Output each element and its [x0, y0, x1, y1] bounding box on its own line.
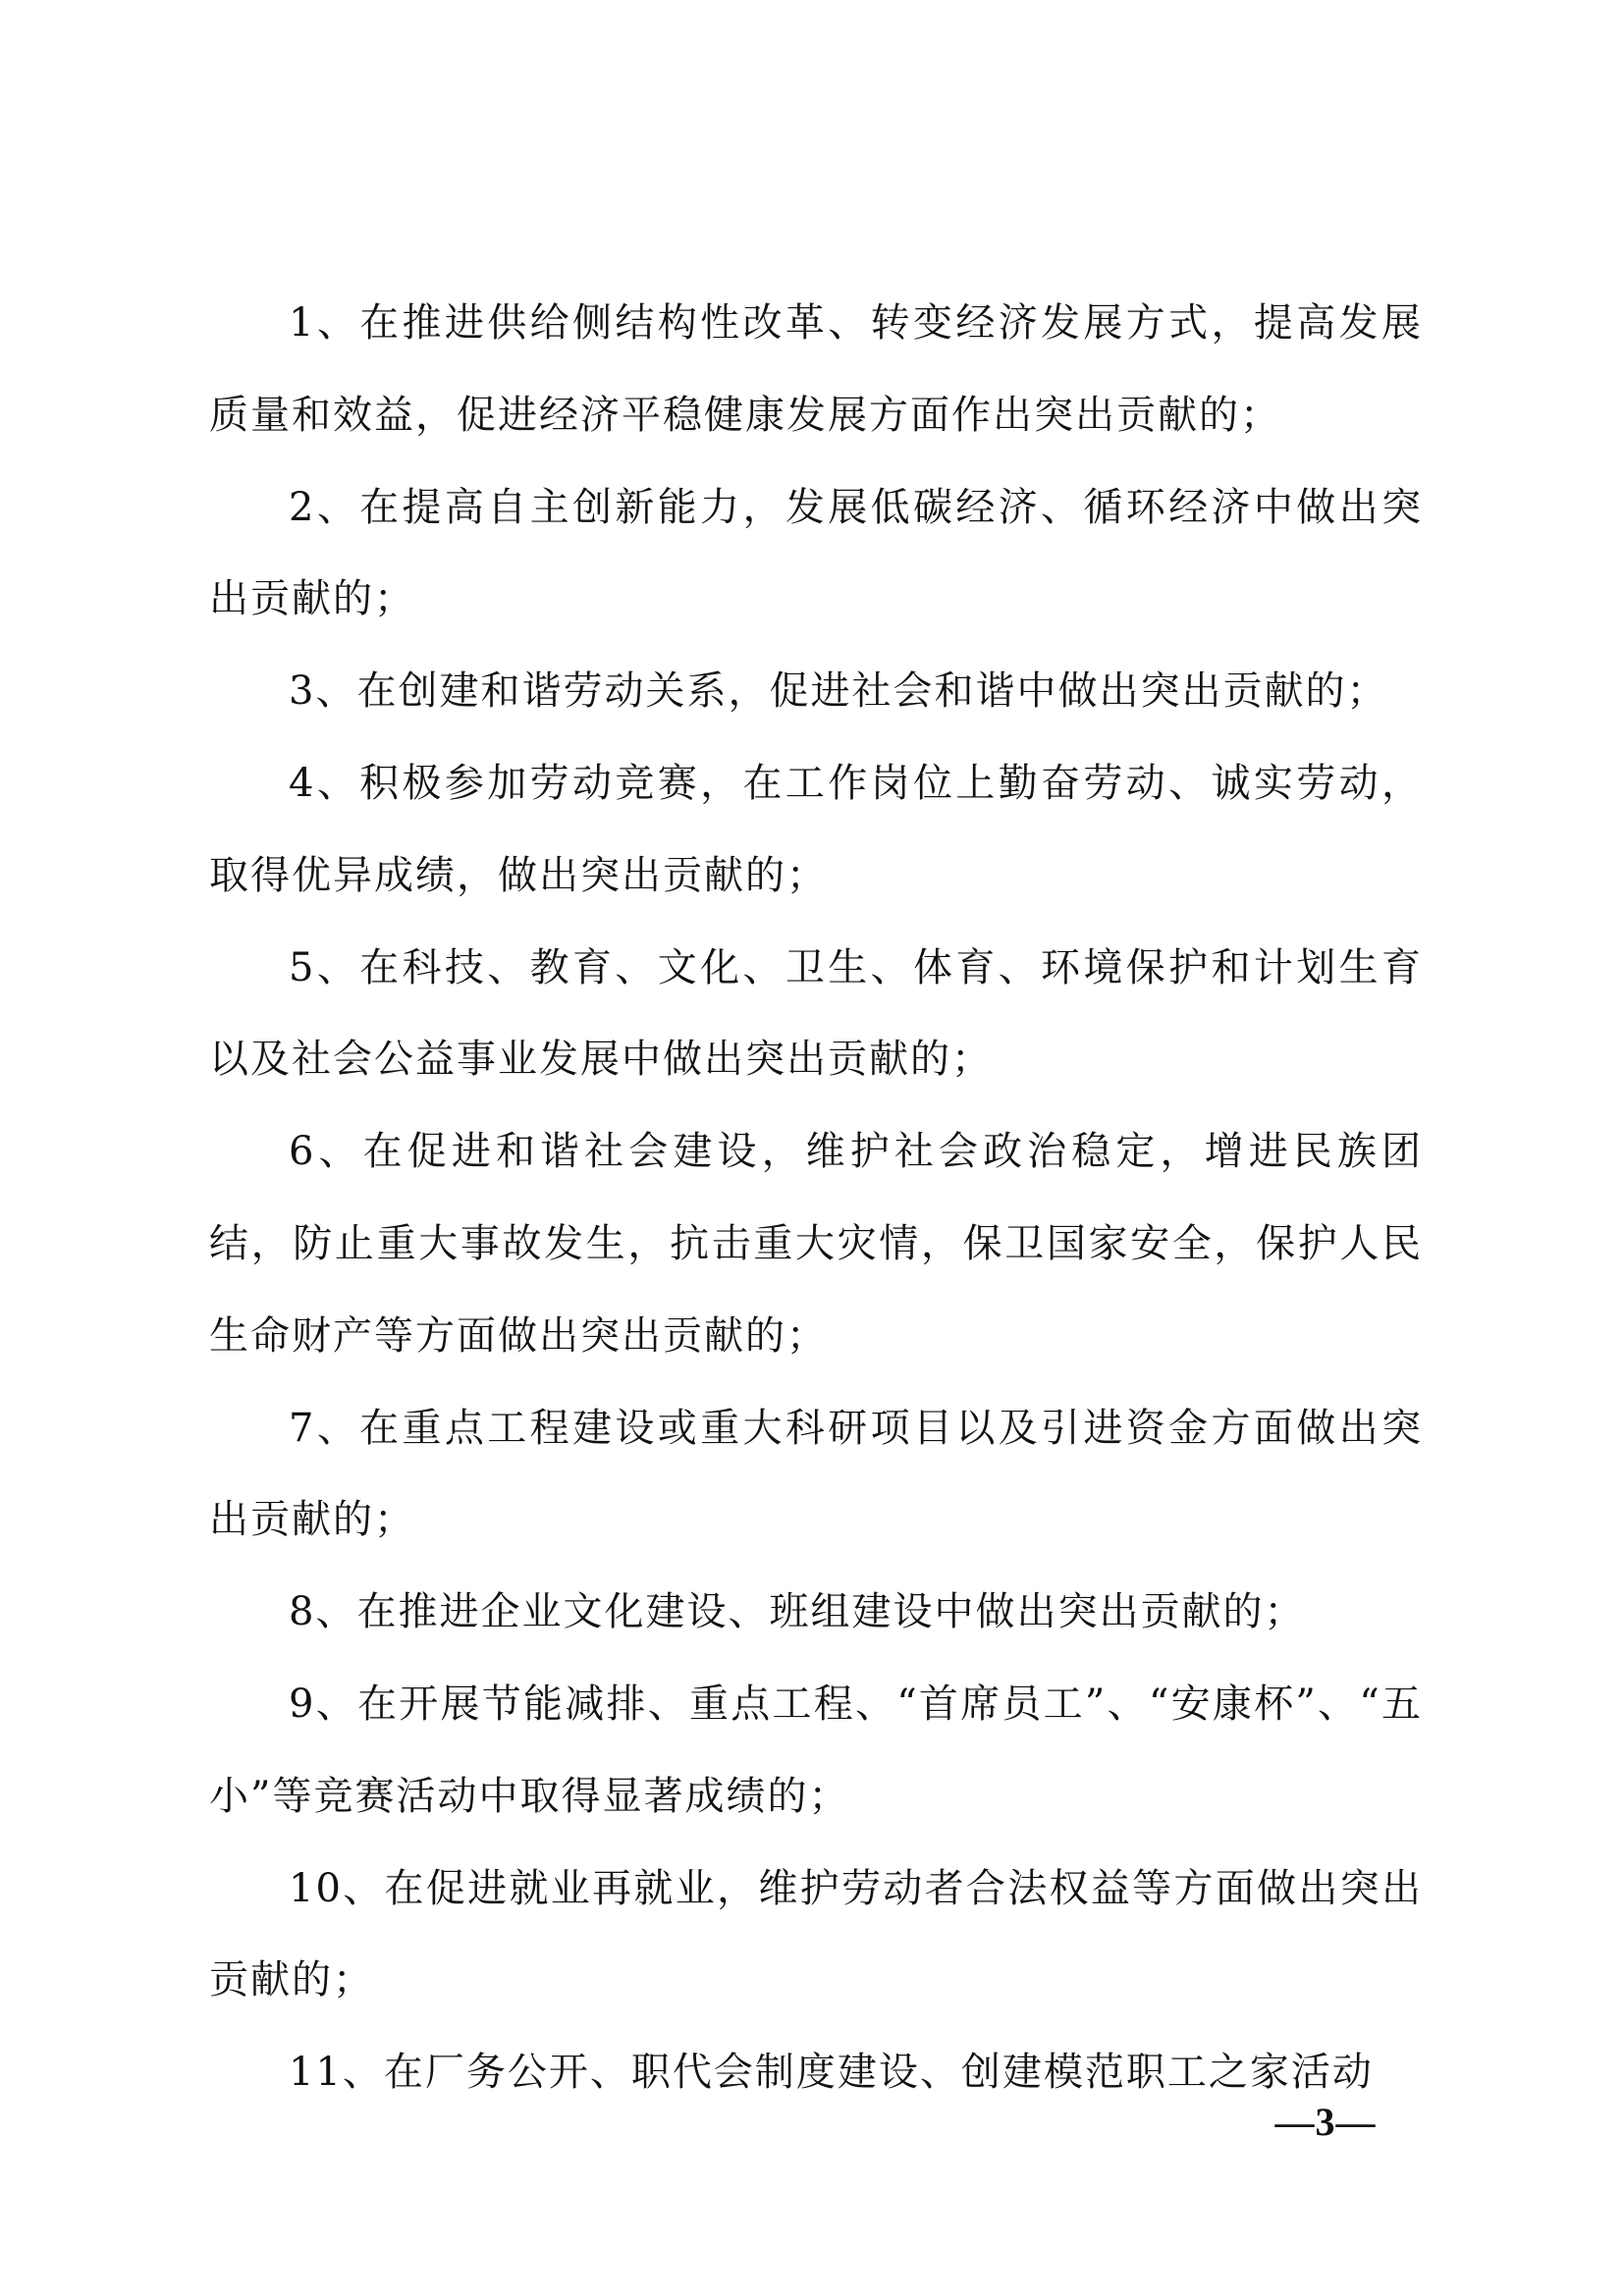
paragraph-1: 1、在推进供给侧结构性改革、转变经济发展方式，提高发展质量和效益，促进经济平稳健康发展方面作出突出贡献的； [209, 300, 1423, 438]
body-text [209, 278, 1423, 2119]
paragraph-9: 9、在开展节能减排、重点工程、“首席员工”、“安康杯”、“五小”等竞赛活动中取得显著成绩的； [209, 1681, 1423, 1819]
paragraph-3: 3、在创建和谐劳动关系，促进社会和谐中做出突出贡献的； [289, 668, 1388, 715]
paragraph-5: 5、在科技、教育、文化、卫生、体育、环境保护和计划生育以及社会公益事业发展中做出突出贡献的； [209, 944, 1423, 1083]
paragraph-10: 10、在促进就业再就业，维护劳动者合法权益等方面做出突出贡献的； [209, 1865, 1423, 2003]
paragraph-11: 11、在厂务公开、职代会制度建设、创建模范职工之家活动 [289, 2050, 1374, 2096]
paragraph-2: 2、在提高自主创新能力，发展低碳经济、循环经济中做出突出贡献的； [209, 484, 1423, 622]
page-number: —3— [1274, 2100, 1377, 2144]
paragraph-8: 8、在推进企业文化建设、班组建设中做出突出贡献的； [289, 1589, 1306, 1635]
paragraph-7: 7、在重点工程建设或重大科研项目以及引进资金方面做出突出贡献的； [209, 1405, 1423, 1543]
paragraph-6: 6、在促进和谐社会建设，维护社会政治稳定，增进民族团结，防止重大事故发生，抗击重大灾情，保卫国家安全，保护人民生命财产等方面做出突出贡献的； [209, 1129, 1423, 1359]
paragraph-4: 4、积极参加劳动竞赛，在工作岗位上勤奋劳动、诚实劳动，取得优异成绩，做出突出贡献的； [209, 760, 1423, 898]
